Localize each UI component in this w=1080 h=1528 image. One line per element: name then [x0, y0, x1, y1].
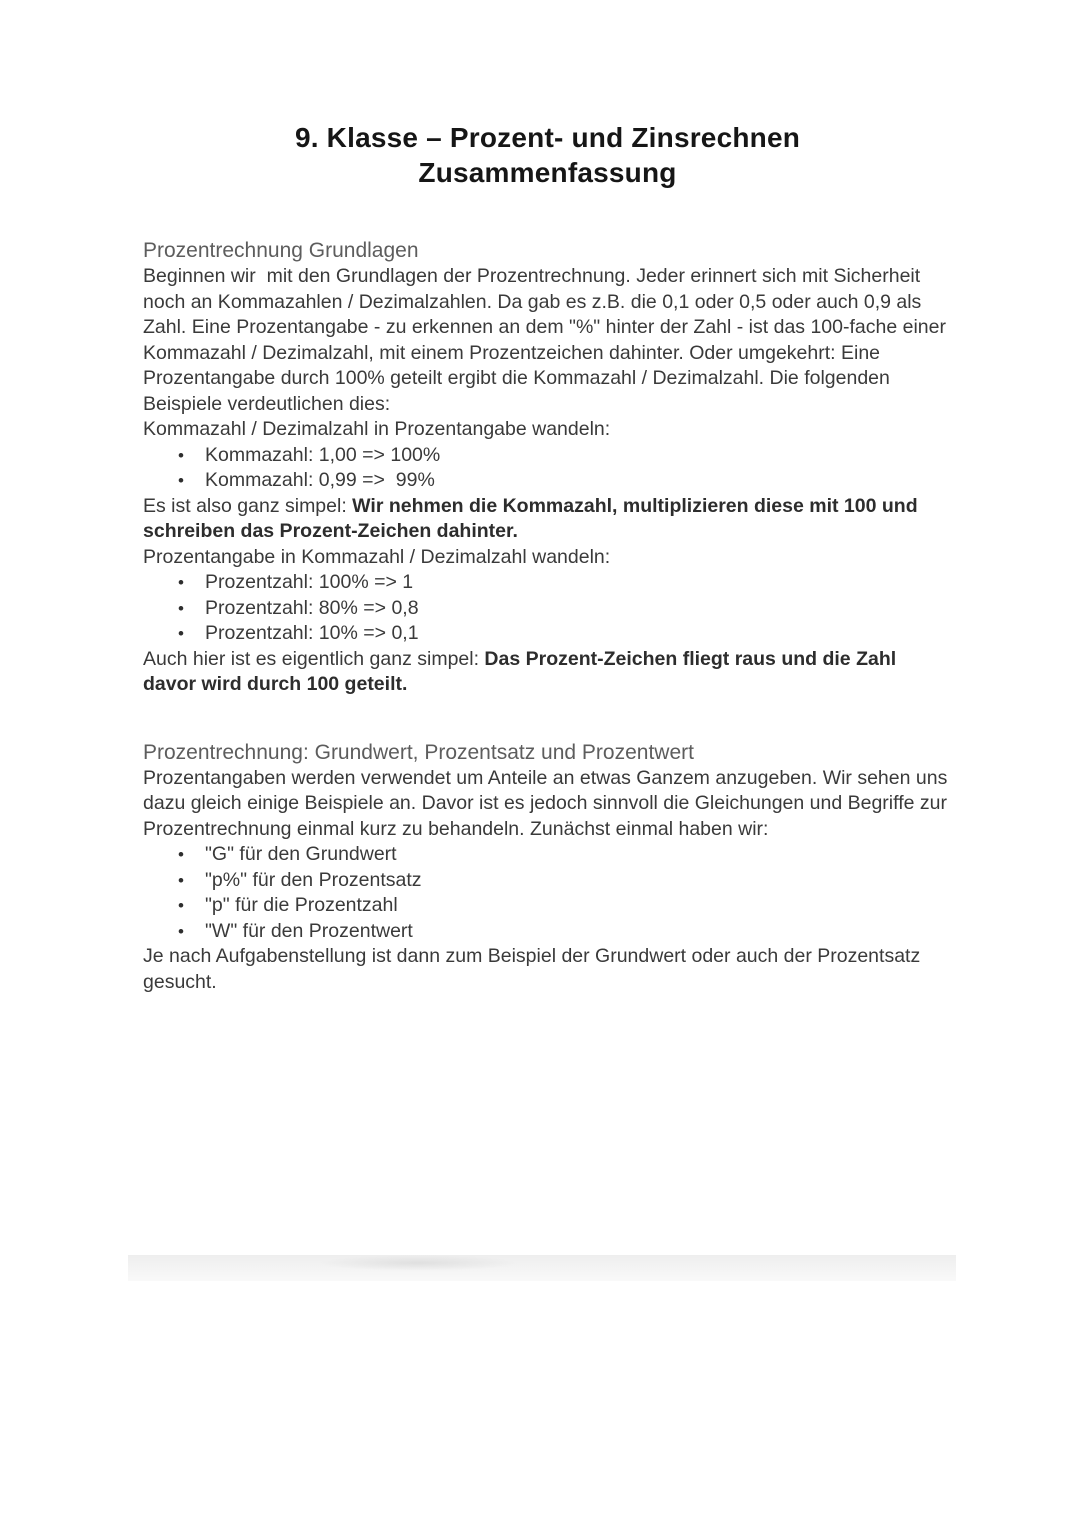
rule-paragraph-to-percent — [143, 494, 952, 545]
list-item — [178, 893, 952, 919]
bullet-icon: • — [178, 870, 184, 890]
list-item-text: "G" für den Grundwert — [205, 843, 397, 865]
terms-list — [143, 842, 952, 944]
section-heading-grundwert: Prozentrechnung: Grundwert, Prozentsatz und Prozentwert — [143, 740, 694, 764]
page-title-line2: Zusammenfassung — [418, 157, 677, 188]
bullet-icon: • — [178, 896, 184, 915]
bullet-icon: • — [178, 573, 184, 592]
list-item-text: "p%" für den Prozentsatz — [205, 868, 422, 891]
rule-intro-text: Auch hier ist es eigentlich ganz simpel: — [143, 647, 485, 670]
list-item-text: Prozentzahl: 80% => 0,8 — [205, 596, 419, 619]
rule-bold-text: Wir nehmen die Kommazahl, multiplizieren diese mit 100 und schreiben das Prozent-Zeichen dahinter. — [143, 494, 924, 542]
examples-to-decimal-list — [143, 570, 952, 647]
list-item — [178, 596, 952, 622]
list-item — [178, 570, 952, 596]
bullet-icon: • — [178, 845, 184, 864]
list-item-text: Kommazahl: 0,99 => 99% — [205, 469, 435, 491]
list-item-text: Prozentzahl: 100% => 1 — [205, 571, 414, 593]
page-title-line1: 9. Klasse – Prozent- und Zinsrechnen — [294, 122, 801, 153]
intro-paragraph: Beginnen wir mit den Grundlagen der Prozentrechnung. Jeder erinnert sich mit Sicherheit noch an Kommazahlen / Dezimalzahlen. Da gab es z.B. die 0,1 oder 0,5 oder auch 0,9 als Zahl. Eine Prozentangabe - zu erkennen an dem "%" hinter der Zahl - ist das 100-fache einer Kommazahl / Dezimalzahl, mit einem Prozentzeichen dahinter. Oder umgekehrt: Eine Prozentangabe durch 100% geteilt ergibt die Kommazahl / Dezimalzahl. Die folgenden Beispiele verdeutlichen dies: — [143, 265, 952, 415]
page-title — [143, 120, 952, 190]
terms-intro-paragraph: Prozentangaben werden verwendet um Anteile an etwas Ganzem anzugeben. Wir sehen uns dazu gleich einige Beispiele an. Davor ist es jedoch sinnvoll die Gleichungen und Begriffe zur Prozentrechnung einmal kurz zu behandeln. Zunächst einmal haben wir: — [143, 766, 953, 840]
bullet-icon: • — [178, 598, 184, 618]
list-item — [178, 842, 952, 868]
list-item — [178, 868, 952, 894]
rule-paragraph-to-decimal — [143, 647, 952, 698]
subheading-to-decimal: Prozentangabe in Kommazahl / Dezimalzahl wandeln: — [143, 545, 611, 568]
bullet-icon: • — [178, 921, 184, 941]
bullet-icon: • — [178, 471, 184, 490]
next-block-fade-band — [128, 1255, 956, 1281]
outro-paragraph: Je nach Aufgabenstellung ist dann zum Beispiel der Grundwert oder auch der Prozentsatz gesucht. — [143, 945, 926, 993]
bullet-icon: • — [178, 445, 184, 465]
subheading-to-percent: Kommazahl / Dezimalzahl in Prozentangabe wandeln: — [143, 418, 611, 440]
section-heading-grundlagen: Prozentrechnung Grundlagen — [143, 239, 419, 262]
list-item-text: "W" für den Prozentwert — [205, 919, 413, 942]
list-item-text: "p" für die Prozentzahl — [205, 894, 398, 916]
list-item — [178, 443, 952, 469]
list-item — [178, 919, 952, 945]
rule-bold-text: Das Prozent-Zeichen fliegt raus und die Zahl davor wird durch 100 geteilt. — [143, 647, 902, 695]
bullet-icon: • — [178, 624, 184, 643]
list-item-text: Prozentzahl: 10% => 0,1 — [205, 622, 419, 644]
list-item — [178, 621, 952, 647]
examples-to-percent-list — [143, 443, 952, 494]
list-item — [178, 468, 952, 494]
list-item-text: Kommazahl: 1,00 => 100% — [205, 443, 441, 466]
rule-intro-text: Es ist also ganz simpel: — [143, 494, 353, 517]
